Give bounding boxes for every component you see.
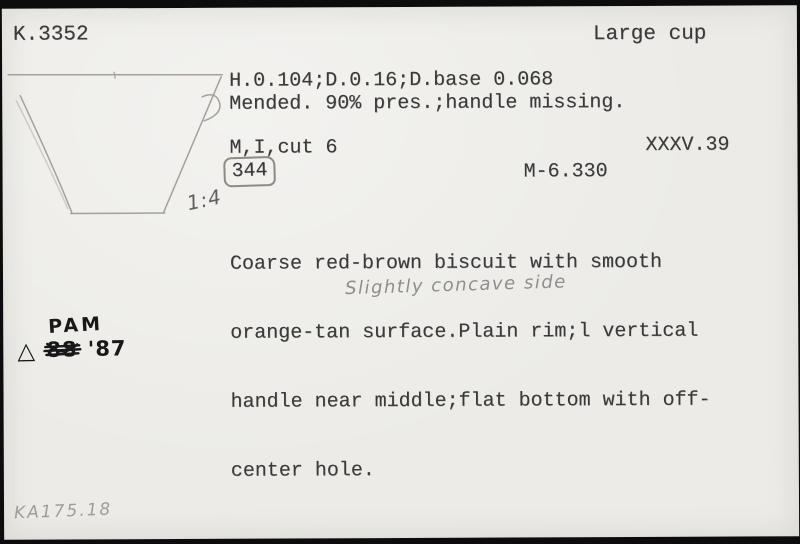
- year-mark-row: [17, 336, 127, 364]
- sketch-left-wall-shadow: [16, 100, 67, 208]
- sketch-rim-tick: [114, 72, 115, 78]
- cataloguer-initials: PAM: [47, 312, 104, 338]
- description-line: center hole.: [230, 459, 375, 483]
- sketch-left-wall: [20, 95, 72, 212]
- description-line: Coarse red-brown biscuit with smooth: [229, 250, 663, 276]
- object-name: Large cup: [592, 22, 707, 47]
- sketch-scale-note: 1:4: [184, 184, 225, 216]
- plate-reference: XXXV.39: [645, 133, 730, 157]
- catalog-number: K.3352: [12, 23, 89, 47]
- inventory-number: M-6.330: [523, 160, 608, 184]
- dimensions-line: H.0.104;D.0.16;D.base 0.068: [229, 68, 554, 93]
- crossed-out-text: 88: [46, 337, 78, 362]
- corner-reference: KA175.18: [13, 499, 113, 524]
- description-paragraph: [230, 205, 711, 529]
- description-line: orange-tan surface.Plain rim;l vertical: [230, 319, 699, 345]
- scribble-overlay-icon: [43, 338, 84, 363]
- year-mark: '87: [87, 336, 127, 362]
- catalog-card: [2, 5, 799, 539]
- description-line: handle near middle;flat bottom with off-: [230, 388, 711, 414]
- crossed-out-mark: [46, 337, 78, 362]
- condition-line: Mended. 90% pres.;handle missing.: [229, 91, 626, 116]
- boxed-number: 344: [223, 156, 276, 188]
- findspot-line: M,I,cut 6: [229, 136, 338, 160]
- handwritten-note: Slightly concave side: [344, 271, 568, 300]
- triangle-symbol: △: [17, 338, 37, 365]
